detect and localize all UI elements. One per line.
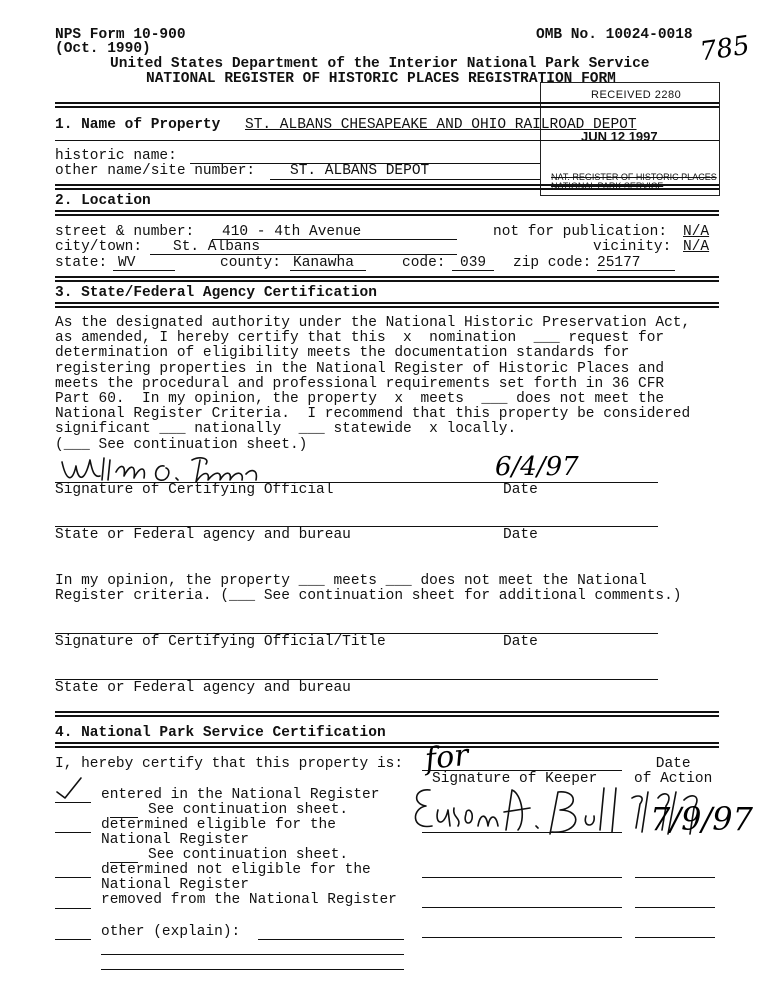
- date-line: [635, 937, 715, 938]
- checkmark-icon: [55, 778, 85, 802]
- option-continuation-1: See continuation sheet.: [148, 802, 349, 818]
- other-name-value: ST. ALBANS DEPOT: [290, 163, 430, 179]
- agency-label: State or Federal agency and bureau: [55, 527, 351, 543]
- nfp-value: N/A: [683, 224, 710, 240]
- divider-line: [55, 140, 719, 141]
- omb-number: OMB No. 10024-0018: [536, 27, 693, 43]
- option-entered: entered in the National Register: [101, 787, 380, 803]
- keeper-line: [422, 832, 622, 833]
- keeper-label: Signature of Keeper: [432, 771, 598, 787]
- option-not-eligible: determined not eligible for the National Register: [101, 862, 371, 893]
- section-rule: [55, 102, 719, 108]
- street-label: street & number:: [55, 224, 195, 240]
- state-field: [113, 270, 175, 271]
- certification-paragraph: As the designated authority under the National Historic Preservation Act, as amended, I hereby certify that this x nomination ___ request for determination of eligibility meets the documentation standards for registering properties in the National Register of Historic Places and meets the procedural and professional requirements set forth in 36 CFR Part 60. In my opinion, the property x meets ___ does not meet the National Register Criteria. I recommend that this property be considered significant ___ nationally ___ statewide x locally. (___ See continuation sheet.): [55, 315, 691, 453]
- historic-name-label: historic name:: [55, 148, 177, 164]
- street-value: 410 - 4th Avenue: [222, 224, 362, 240]
- section-rule: [55, 742, 719, 748]
- stamp-office: NAT. REGISTER OF HISTORIC PLACES NATIONAL PARK SERVICE: [551, 172, 717, 191]
- handwritten-reference-number: 785: [698, 30, 752, 68]
- date-line: [635, 907, 715, 908]
- other-name-field: [270, 179, 540, 180]
- county-label: county:: [220, 255, 281, 271]
- code-label: code:: [402, 255, 446, 271]
- state-value: WV: [118, 255, 136, 271]
- vicinity-label: vicinity:: [593, 239, 672, 255]
- form-title: NATIONAL REGISTER OF HISTORIC PLACES REGISTRATION FORM: [146, 71, 616, 87]
- county-value: Kanawha: [293, 255, 354, 271]
- section-rule: [55, 302, 719, 308]
- option-other: other (explain):: [101, 924, 241, 940]
- section3-heading: 3. State/Federal Agency Certification: [55, 285, 377, 301]
- agency2-label: State or Federal agency and bureau: [55, 680, 351, 696]
- option-blank: [55, 939, 91, 940]
- nps-intro: I, hereby certify that this property is:: [55, 756, 404, 772]
- option-continuation-2: See continuation sheet.: [148, 847, 349, 863]
- section1-heading: 1. Name of Property: [55, 117, 221, 133]
- zip-field: [597, 270, 675, 271]
- code-value: 039: [460, 255, 487, 271]
- zip-value: 25177: [597, 255, 641, 271]
- received-stamp: [540, 82, 720, 196]
- section-rule: [55, 276, 719, 282]
- other-explain-line: [258, 939, 404, 940]
- keeper-line: [422, 907, 622, 908]
- zip-label: zip code:: [513, 255, 592, 271]
- stamp-received: RECEIVED 2280: [591, 89, 682, 101]
- option-blank: [55, 832, 91, 833]
- option-blank: [55, 877, 91, 878]
- stamp-date: JUN 12 1997: [581, 129, 658, 144]
- certification-date: 6/4/97: [495, 452, 579, 482]
- section2-heading: 2. Location: [55, 193, 151, 209]
- for-mark: for: [423, 737, 471, 778]
- county-field: [290, 270, 366, 271]
- nfp-label: not for publication:: [493, 224, 668, 240]
- city-label: city/town:: [55, 239, 143, 255]
- signature2-date-label: Date: [503, 634, 538, 650]
- action-date: 7/9/97: [650, 800, 753, 838]
- section4-heading: 4. National Park Service Certification: [55, 725, 386, 741]
- property-name: ST. ALBANS CHESAPEAKE AND OHIO RAILROAD DEPOT: [245, 117, 637, 133]
- option-blank: [55, 908, 91, 909]
- section-rule: [55, 210, 719, 216]
- option-eligible: determined eligible for the National Register: [101, 817, 336, 848]
- date-of-action-label: Date of Action: [634, 756, 713, 787]
- date-line: [635, 877, 715, 878]
- opinion-paragraph: In my opinion, the property ___ meets ___ does not meet the National Register criteria. (___ See continuation sheet for additional comments.): [55, 573, 682, 605]
- signature-label: Signature of Certifying Official: [55, 482, 334, 498]
- other-explain-line: [101, 969, 404, 970]
- section-rule: [55, 184, 719, 190]
- form-number: NPS Form 10-900: [55, 27, 186, 43]
- department-title: United States Department of the Interior National Park Service: [110, 56, 650, 72]
- option-removed: removed from the National Register: [101, 892, 397, 908]
- code-field: [452, 270, 494, 271]
- agency-date-label: Date: [503, 527, 538, 543]
- signature2-label: Signature of Certifying Official/Title: [55, 634, 386, 650]
- option-blank: [55, 802, 91, 803]
- form-date: (Oct. 1990): [55, 41, 151, 57]
- state-label: state:: [55, 255, 108, 271]
- signature-date-label: Date: [503, 482, 538, 498]
- other-explain-line: [101, 954, 404, 955]
- other-name-label: other name/site number:: [55, 163, 256, 179]
- city-value: St. Albans: [173, 239, 261, 255]
- keeper-line: [422, 937, 622, 938]
- vicinity-value: N/A: [683, 239, 710, 255]
- section-rule: [55, 711, 719, 717]
- keeper-line: [422, 877, 622, 878]
